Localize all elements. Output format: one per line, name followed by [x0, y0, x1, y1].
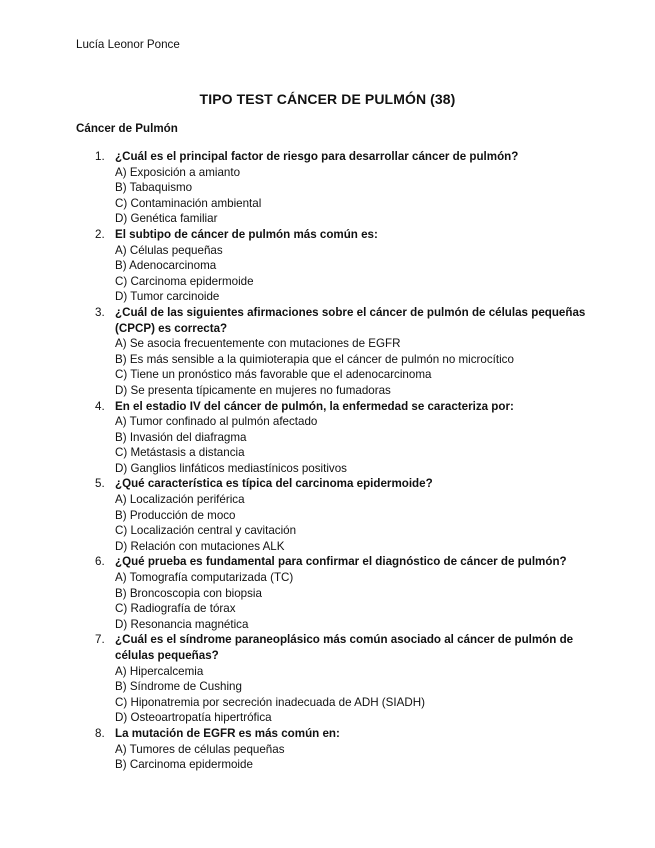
question-text: ¿Cuál de las siguientes afirmaciones sobre el cáncer de pulmón de células pequeñas (CPCP) es correcta? [115, 305, 586, 335]
question-item [76, 149, 586, 227]
question-item [76, 554, 586, 632]
question-number: 8. [95, 726, 105, 740]
answer-option: B) Invasión del diafragma [115, 430, 247, 444]
answer-option: C) Localización central y cavitación [115, 524, 297, 538]
answer-option: B) Adenocarcinoma [115, 259, 217, 273]
answer-option: D) Genética familiar [115, 212, 218, 226]
question-number: 6. [95, 555, 105, 569]
answer-option: A) Tumor confinado al pulmón afectado [115, 415, 318, 429]
section-heading: Cáncer de Pulmón [76, 122, 178, 135]
question-number: 7. [95, 633, 105, 647]
question-text: ¿Cuál es el síndrome paraneoplásico más común asociado al cáncer de pulmón de células pequeñas? [115, 633, 574, 662]
question-item [76, 399, 586, 477]
answer-option: B) Broncoscopia con biopsia [115, 586, 262, 600]
question-item [76, 476, 586, 554]
author-name: Lucía Leonor Ponce [76, 38, 180, 51]
question-text: ¿Qué prueba es fundamental para confirmar el diagnóstico de cáncer de pulmón? [115, 555, 567, 569]
answer-option: A) Localización periférica [115, 493, 245, 507]
answer-option: A) Hipercalcemia [115, 664, 204, 678]
question-number: 2. [95, 227, 105, 241]
answer-option: D) Relación con mutaciones ALK [115, 539, 285, 553]
question-number: 4. [95, 399, 105, 413]
question-text: En el estadio IV del cáncer de pulmón, la enfermedad se caracteriza por: [115, 399, 514, 413]
answer-option: A) Exposición a amianto [115, 165, 241, 179]
answer-option: D) Se presenta típicamente en mujeres no fumadoras [115, 383, 391, 397]
question-list [76, 149, 586, 773]
question-text: ¿Qué característica es típica del carcinoma epidermoide? [115, 477, 433, 491]
question-item [76, 227, 586, 305]
answer-option: B) Producción de moco [115, 508, 236, 522]
question-text: El subtipo de cáncer de pulmón más común es: [115, 227, 378, 241]
question-item [76, 726, 586, 773]
answer-option: B) Es más sensible a la quimioterapia que el cáncer de pulmón no microcítico [115, 352, 514, 366]
question-number: 3. [95, 305, 105, 319]
answer-option: B) Tabaquismo [115, 181, 193, 195]
answer-option: C) Metástasis a distancia [115, 446, 245, 460]
answer-option: B) Carcinoma epidermoide [115, 758, 253, 772]
question-number: 5. [95, 477, 105, 491]
document-title: TIPO TEST CÁNCER DE PULMÓN (38) [199, 91, 456, 107]
answer-option: A) Células pequeñas [115, 243, 223, 257]
answer-option: B) Síndrome de Cushing [115, 680, 242, 694]
answer-option: C) Carcinoma epidermoide [115, 274, 254, 288]
question-number: 1. [95, 150, 105, 163]
question-item [76, 632, 586, 726]
answer-option: D) Osteoartropatía hipertrófica [115, 711, 272, 725]
question-item [76, 305, 586, 399]
answer-option: A) Tumores de células pequeñas [115, 742, 285, 756]
answer-option: D) Ganglios linfáticos mediastínicos positivos [115, 461, 347, 475]
answer-option: C) Tiene un pronóstico más favorable que el adenocarcinoma [115, 368, 432, 382]
answer-option: A) Tomografía computarizada (TC) [115, 571, 294, 585]
answer-option: D) Resonancia magnética [115, 617, 249, 631]
answer-option: C) Radiografía de tórax [115, 602, 236, 616]
question-text: ¿Cuál es el principal factor de riesgo para desarrollar cáncer de pulmón? [115, 150, 519, 163]
question-text: La mutación de EGFR es más común en: [115, 726, 340, 740]
answer-option: D) Tumor carcinoide [115, 290, 220, 304]
answer-option: C) Contaminación ambiental [115, 196, 262, 210]
answer-option: C) Hiponatremia por secreción inadecuada de ADH (SIADH) [115, 695, 425, 709]
answer-option: A) Se asocia frecuentemente con mutaciones de EGFR [115, 337, 401, 351]
